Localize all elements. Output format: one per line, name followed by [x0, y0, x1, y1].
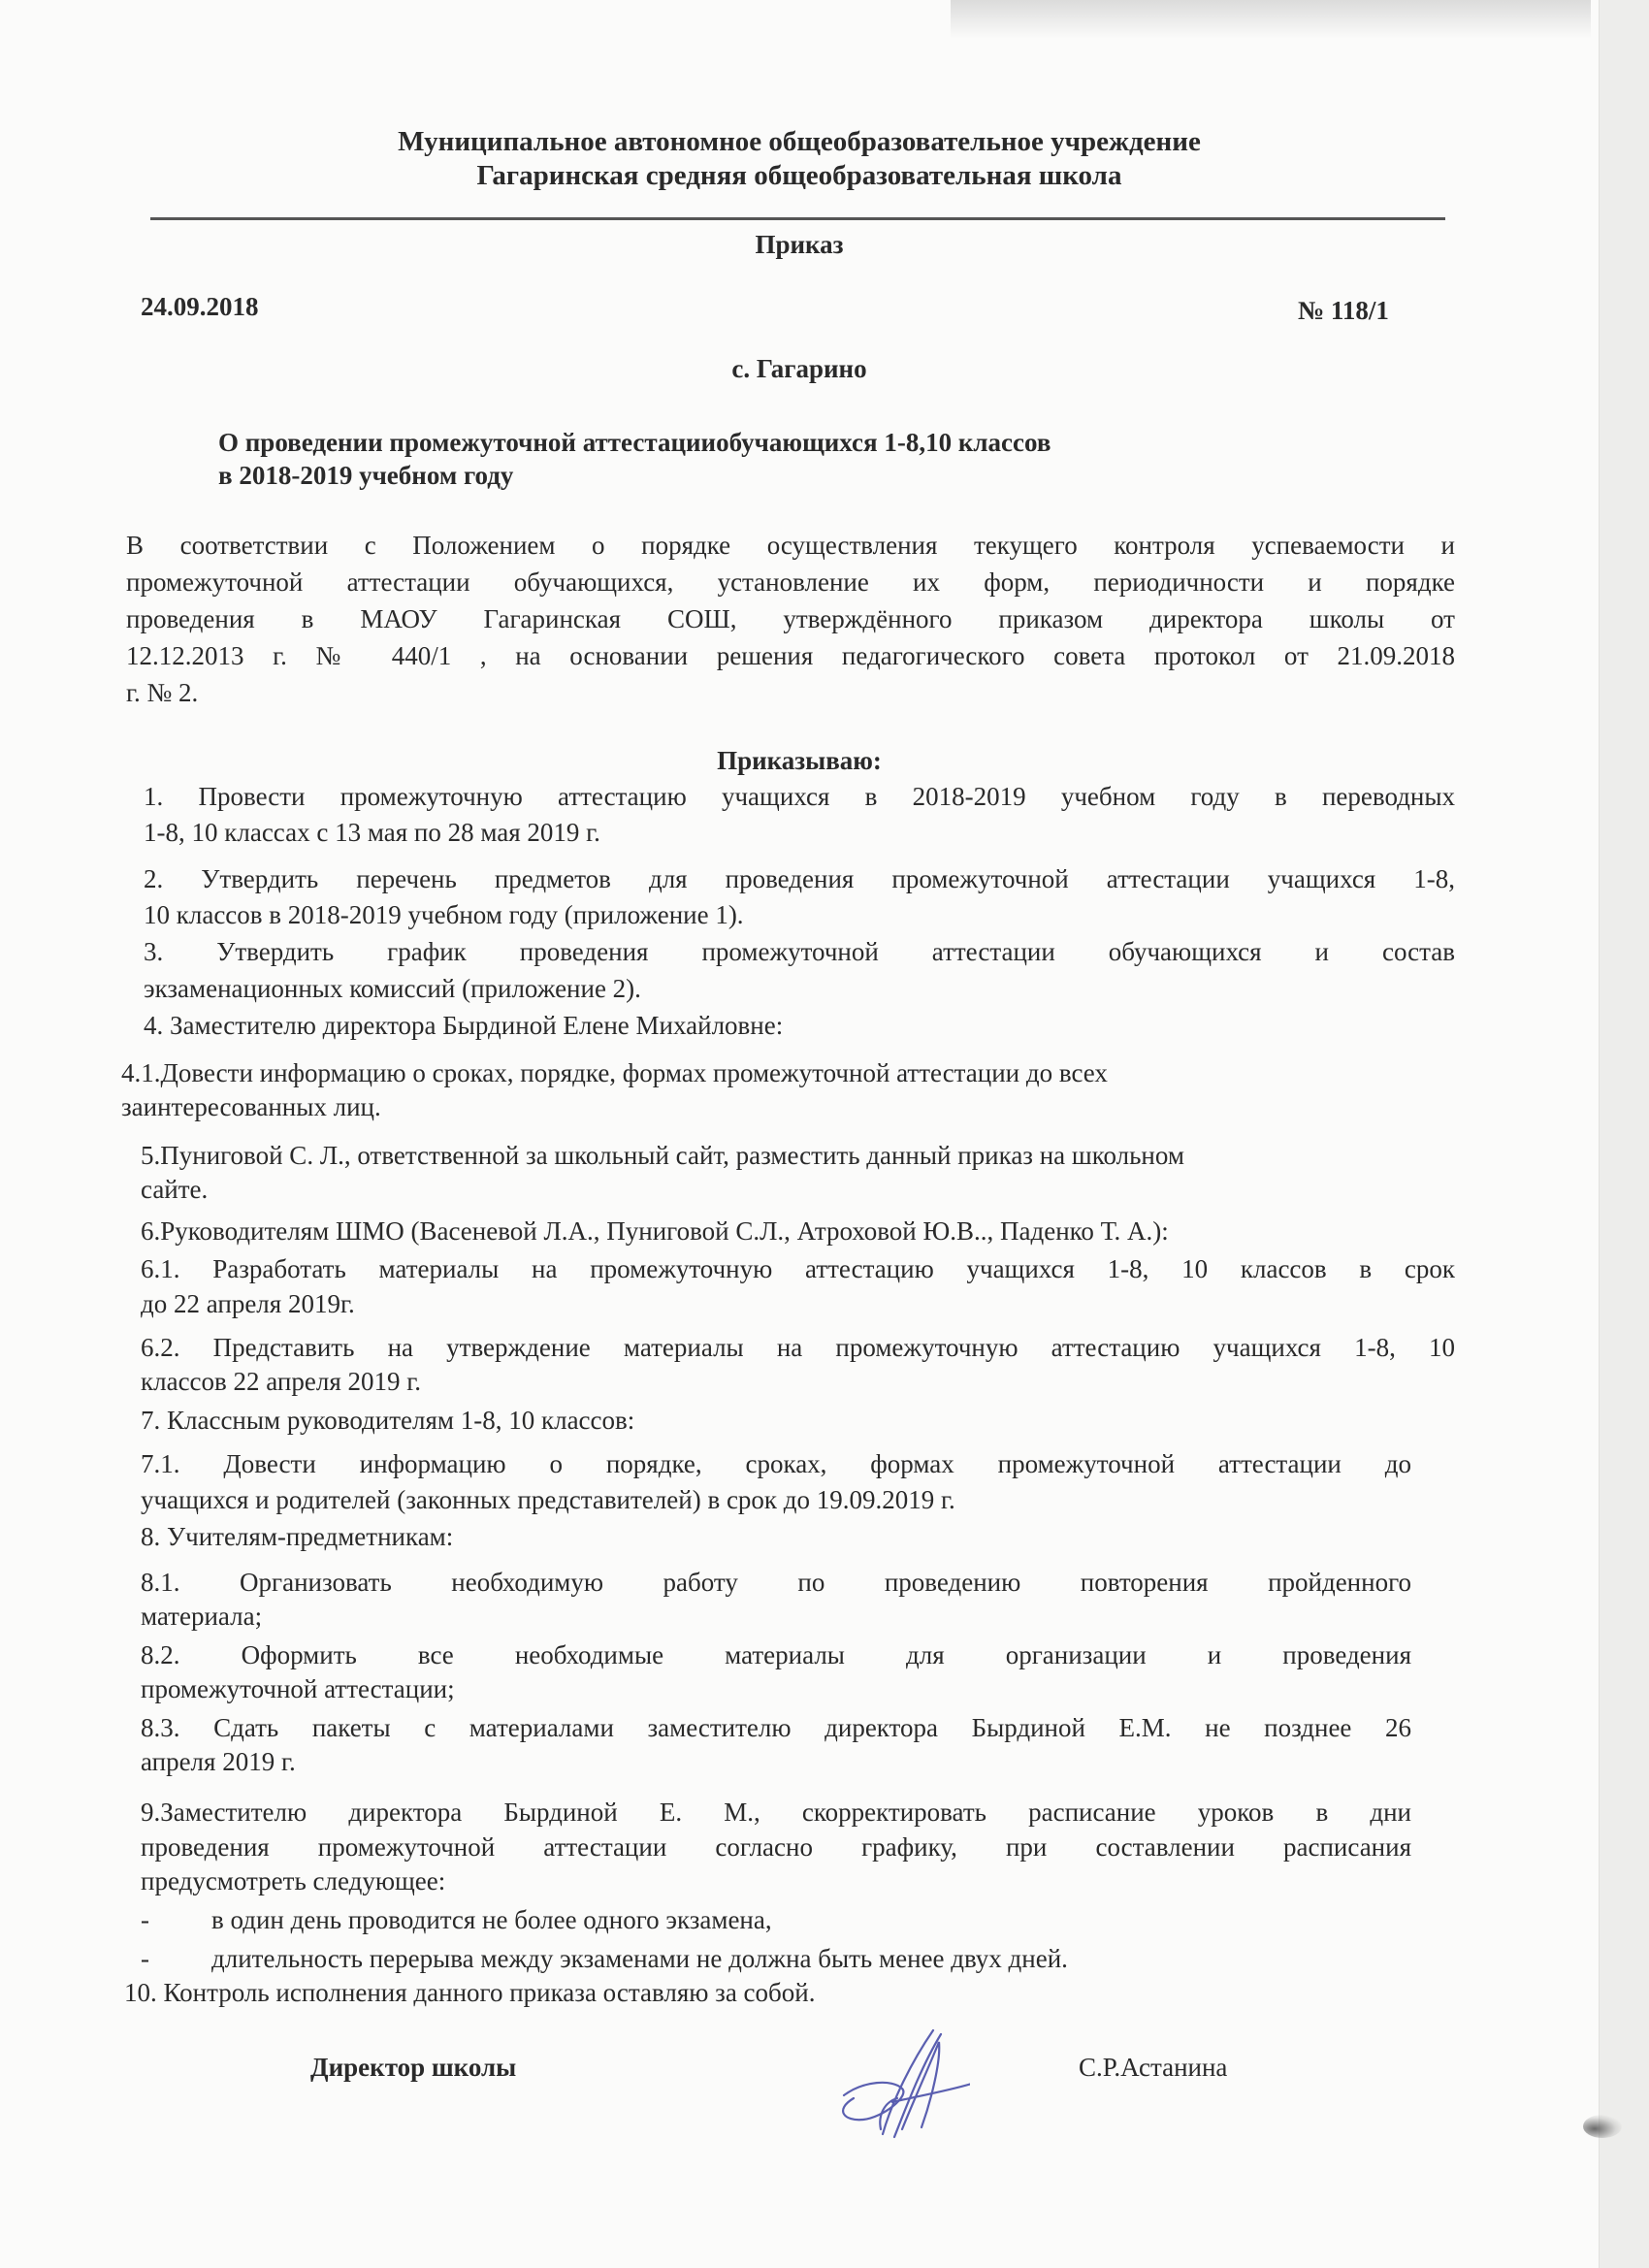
- item-1: 1. Провести промежуточную аттестацию учащихся в 2018-2019 учебном году в переводных: [144, 782, 1455, 811]
- item-4-1-cont: заинтересованных лиц.: [121, 1092, 381, 1121]
- handwritten-signature-icon: [824, 2013, 970, 2158]
- signatory-name: С.Р.Астанина: [1079, 2053, 1228, 2082]
- order-title-line2: в 2018-2019 учебном году: [218, 461, 514, 490]
- preamble-line: промежуточной аттестации обучающихся, установление их форм, периодичности и порядке: [126, 567, 1455, 597]
- header-divider: [150, 217, 1445, 220]
- item-8-3-cont: апреля 2019 г.: [141, 1747, 296, 1776]
- item-6-2-cont: классов 22 апреля 2019 г.: [141, 1367, 422, 1396]
- item-4-1: 4.1.Довести информацию о сроках, порядке, формах промежуточной аттестации до всех: [121, 1058, 1108, 1087]
- item-8-2-cont: промежуточной аттестации;: [141, 1674, 455, 1703]
- preamble-line: 12.12.2013 г. № 440/1 , на основании решения педагогического совета протокол от 21.09.2018: [126, 641, 1455, 670]
- item-7-1: 7.1. Довести информацию о порядке, сроках, формах промежуточной аттестации до: [141, 1449, 1411, 1478]
- scan-fold-shadow: [951, 0, 1591, 39]
- order-date: 24.09.2018: [141, 292, 259, 321]
- item-10: 10. Контроль исполнения данного приказа оставляю за собой.: [124, 1978, 816, 2007]
- item-8-1-cont: материала;: [141, 1602, 263, 1631]
- item-6-2: 6.2. Представить на утверждение материалы на промежуточную аттестацию учащихся 1-8, 10: [141, 1333, 1455, 1362]
- item-9: 9.Заместителю директора Бырдиной Е. М., скорректировать расписание уроков в дни: [141, 1798, 1411, 1827]
- preamble-line: В соответствии с Положением о порядке осуществления текущего контроля успеваемости и: [126, 531, 1455, 560]
- item-8-2: 8.2. Оформить все необходимые материалы для организации и проведения: [141, 1640, 1411, 1669]
- bullet-text: длительность перерыва между экзаменами не должна быть менее двух дней.: [211, 1944, 1068, 1973]
- item-9-cont: проведения промежуточной аттестации согласно графику, при составлении расписания: [141, 1832, 1411, 1862]
- item-8-3: 8.3. Сдать пакеты с материалами заместителю директора Бырдиной Е.М. не позднее 26: [141, 1713, 1411, 1742]
- item-8: 8. Учителям-предметникам:: [141, 1522, 454, 1551]
- place: с. Гагарино: [731, 354, 867, 383]
- bullet-marker: -: [141, 1944, 149, 1973]
- scan-smudge: [1583, 2115, 1622, 2138]
- item-7-1-cont: учащихся и родителей (законных представителей) в срок до 19.09.2019 г.: [141, 1485, 955, 1514]
- item-6-1: 6.1. Разработать материалы на промежуточную аттестацию учащихся 1-8, 10 классов в срок: [141, 1254, 1455, 1283]
- item-3-cont: экзаменационных комиссий (приложение 2).: [144, 974, 641, 1003]
- order-number: № 118/1: [1298, 296, 1389, 325]
- item-4: 4. Заместителю директора Бырдиной Елене Михайловне:: [144, 1011, 784, 1040]
- item-9-cont: предусмотреть следующее:: [141, 1866, 446, 1895]
- item-5: 5.Пуниговой С. Л., ответственной за школьный сайт, разместить данный приказ на школьном: [141, 1141, 1184, 1170]
- doc-type: Приказ: [755, 230, 844, 259]
- preamble-line: проведения в МАОУ Гагаринская СОШ, утверждённого приказом директора школы от: [126, 604, 1455, 633]
- bullet-text: в один день проводится не более одного экзамена,: [211, 1905, 772, 1934]
- item-2: 2. Утвердить перечень предметов для проведения промежуточной аттестации учащихся 1-8,: [144, 864, 1455, 893]
- item-5-cont: сайте.: [141, 1175, 209, 1204]
- org-name-line1: Муниципальное автономное общеобразовательное учреждение: [398, 126, 1201, 157]
- preamble-line: г. № 2.: [126, 678, 199, 707]
- item-1-cont: 1-8, 10 классах с 13 мая по 28 мая 2019 г.: [144, 818, 600, 847]
- item-7: 7. Классным руководителям 1-8, 10 классов:: [141, 1406, 635, 1435]
- item-6-1-cont: до 22 апреля 2019г.: [141, 1289, 355, 1318]
- signatory-position: Директор школы: [310, 2053, 517, 2082]
- scan-edge: [1599, 0, 1649, 2268]
- item-2-cont: 10 классов в 2018-2019 учебном году (приложение 1).: [144, 900, 744, 929]
- order-title-line1: О проведении промежуточной аттестацииобучающихся 1-8,10 классов: [218, 428, 1051, 457]
- bullet-marker: -: [141, 1905, 149, 1934]
- item-8-1: 8.1. Организовать необходимую работу по проведению повторения пройденного: [141, 1568, 1411, 1597]
- org-name-line2: Гагаринская средняя общеобразовательная школа: [476, 160, 1122, 191]
- item-6: 6.Руководителям ШМО (Васеневой Л.А., Пуниговой С.Л., Атроховой Ю.В.., Паденко Т. А.):: [141, 1216, 1169, 1246]
- item-3: 3. Утвердить график проведения промежуточной аттестации обучающихся и состав: [144, 937, 1455, 966]
- order-heading: Приказываю:: [717, 746, 882, 775]
